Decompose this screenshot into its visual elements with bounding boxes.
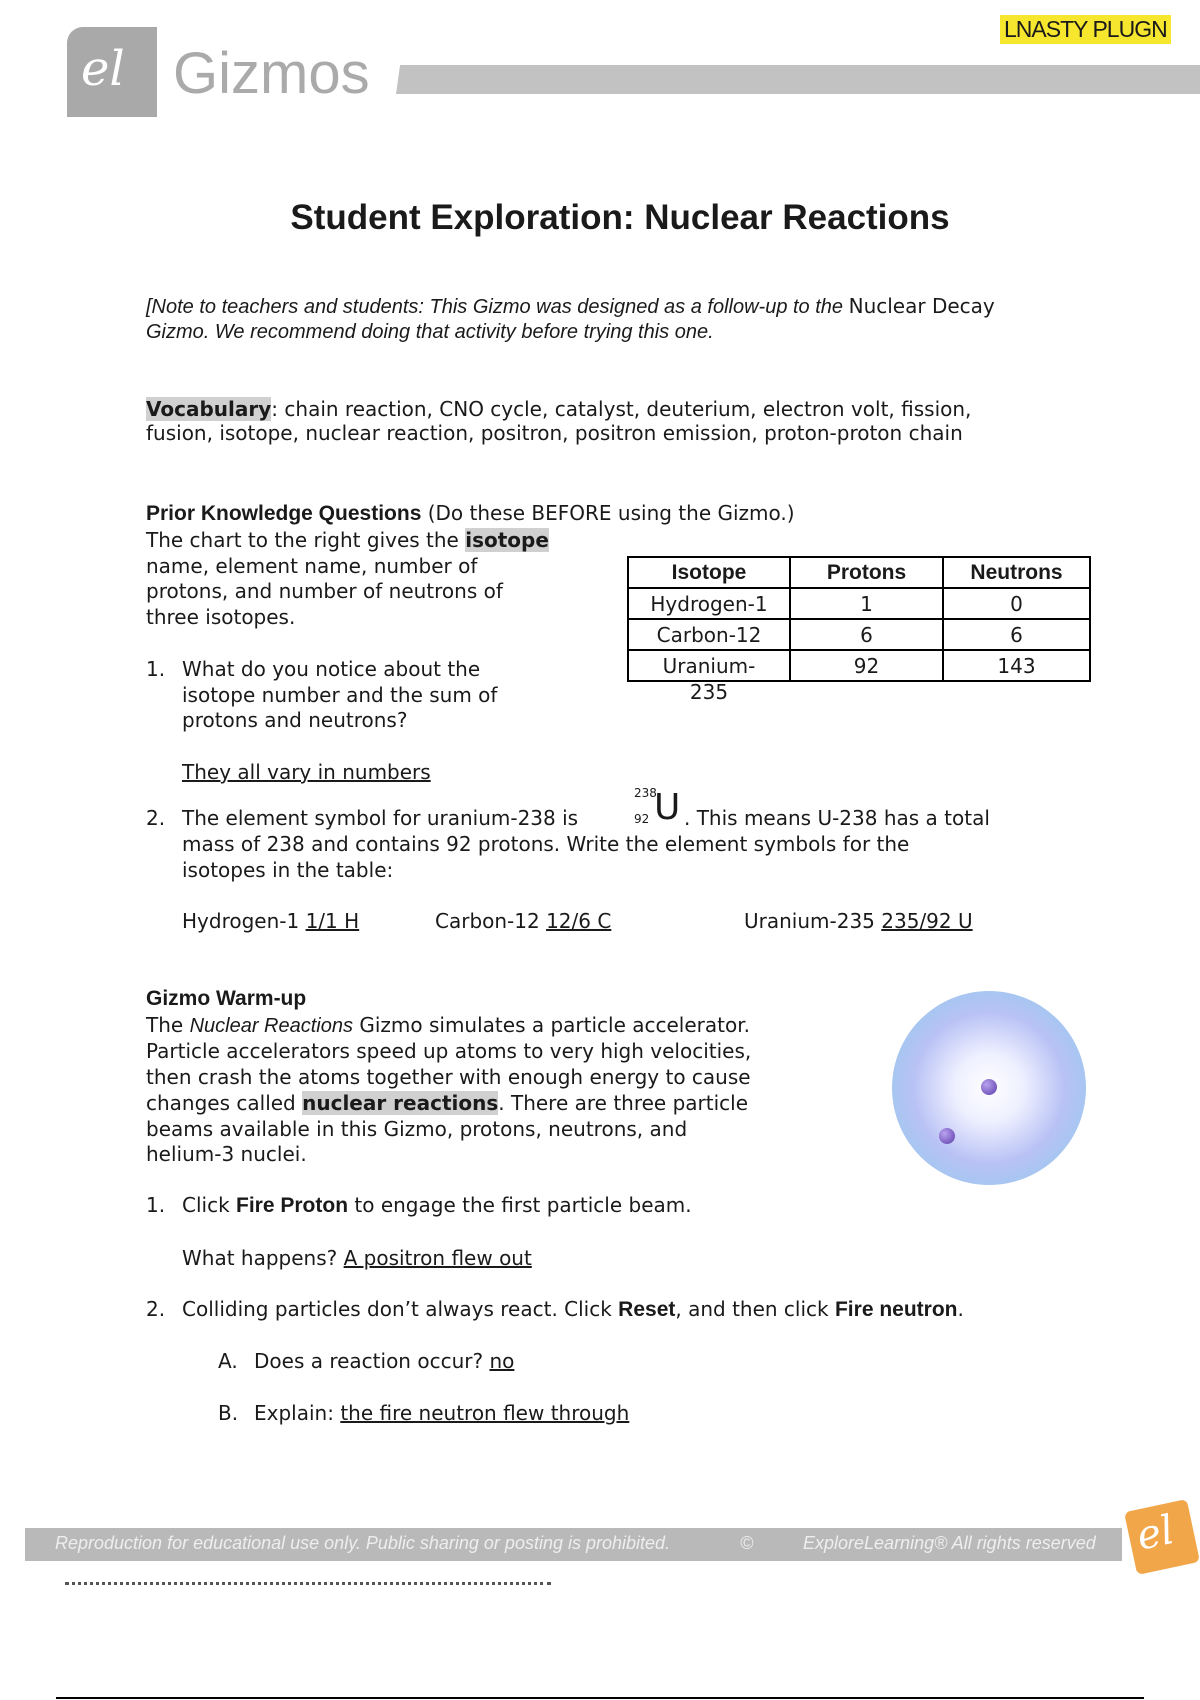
warmup-heading: Gizmo Warm-up <box>146 987 307 1010</box>
answer-carbon <box>435 908 611 934</box>
gizmos-logo <box>67 27 157 117</box>
answer-uranium <box>744 908 973 934</box>
text: Gizmo simulates a particle accelerator. <box>352 1013 750 1037</box>
page-title: Student Exploration: Nuclear Reactions <box>290 198 950 237</box>
q2-text: . This means U-238 has a total <box>684 806 990 830</box>
text: changes called <box>146 1091 303 1115</box>
sub-b-label: B. <box>218 1401 239 1425</box>
particle-dot <box>939 1128 955 1144</box>
header-protons: Protons <box>790 557 943 588</box>
text: Colliding particles don’t always react. Click <box>182 1297 619 1321</box>
logo-glyph: el <box>81 41 125 97</box>
note-text: [Note to teachers and students: This Gizmo was designed as a follow-up to the <box>146 296 849 318</box>
fire-proton-label: Fire Proton <box>236 1194 349 1217</box>
prior-heading-label: Prior Knowledge Questions <box>146 502 422 525</box>
warmup-line: then crash the atoms together with enough energy to cause <box>146 1065 751 1089</box>
cell-neutrons: 0 <box>943 588 1090 619</box>
cell-protons: 6 <box>790 619 943 650</box>
item2-number: 2. <box>146 1297 166 1321</box>
note-gizmo-name: Nuclear Decay <box>848 294 995 318</box>
q1-text: protons and neutrons? <box>182 708 408 732</box>
text: Click <box>182 1193 237 1217</box>
what-happens <box>182 1245 532 1271</box>
note-line-2: Gizmo. We recommend doing that activity before trying this one. <box>146 321 714 343</box>
item2-text <box>182 1296 964 1323</box>
footer-bar <box>25 1528 1122 1561</box>
table-row <box>628 619 1090 650</box>
answer-label: Hydrogen-1 <box>182 909 306 933</box>
fire-neutron-label: Fire neutron <box>834 1298 958 1321</box>
table-row <box>628 588 1090 619</box>
atom-illustration <box>892 991 1086 1185</box>
copyright-symbol: © <box>740 1533 754 1553</box>
atomic-number: 92 <box>634 812 650 826</box>
prior-intro-line <box>146 527 549 553</box>
question-label: What happens? <box>182 1246 344 1270</box>
particle-dot <box>981 1079 997 1095</box>
text: . There are three particle <box>498 1091 749 1115</box>
logo-glyph: el <box>1132 1507 1178 1560</box>
gizmo-name: Nuclear Reactions <box>189 1015 353 1037</box>
intro-highlight: isotope <box>465 528 549 552</box>
answer-value[interactable]: A positron flew out <box>343 1246 532 1270</box>
header-bar <box>396 65 1200 94</box>
answer-label: Uranium-235 <box>744 909 882 933</box>
cell-neutrons: 6 <box>943 619 1090 650</box>
sub-a <box>254 1348 514 1374</box>
q2-text: isotopes in the table: <box>182 858 394 882</box>
sub-a-label: A. <box>218 1349 238 1373</box>
cell-neutrons: 143 <box>943 650 1090 681</box>
answer-value[interactable]: no <box>489 1349 515 1373</box>
brand-name: Gizmos <box>173 41 370 106</box>
illegible-url-line <box>65 1582 551 1588</box>
reset-label: Reset <box>618 1298 676 1321</box>
prior-intro-line: name, element name, number of <box>146 554 478 578</box>
cell-protons: 92 <box>790 650 943 681</box>
answer-value[interactable]: the fire neutron flew through <box>340 1401 630 1425</box>
answer-hydrogen <box>182 908 359 934</box>
mass-number: 238 <box>634 786 657 800</box>
footer-rights: ExploreLearning® All rights reserved <box>803 1533 1096 1553</box>
answer-value[interactable]: 12/6 C <box>546 909 612 933</box>
vocabulary-line-2: fusion, isotope, nuclear reaction, positron, positron emission, proton-proton chain <box>146 421 963 445</box>
sub-b <box>254 1400 629 1426</box>
cell-isotope: Hydrogen-1 <box>628 588 790 619</box>
isotope-table <box>627 556 1091 704</box>
q1-answer[interactable]: They all vary in numbers <box>182 760 431 784</box>
item1-number: 1. <box>146 1193 166 1217</box>
footer-notice: Reproduction for educational use only. Public sharing or posting is prohibited. <box>55 1533 671 1553</box>
intro-text: The chart to the right gives the <box>146 528 466 552</box>
cell-isotope: Carbon-12 <box>628 619 790 650</box>
prior-heading-note: (Do these BEFORE using the Gizmo.) <box>421 501 795 525</box>
table-row <box>628 650 1090 681</box>
header-isotope: Isotope <box>628 557 790 588</box>
vocabulary-line-1 <box>146 396 971 422</box>
text: . <box>957 1297 964 1321</box>
prior-heading <box>146 500 795 527</box>
warmup-line: Particle accelerators speed up atoms to very high velocities, <box>146 1039 752 1063</box>
page-bottom-rule <box>56 1697 1144 1699</box>
prior-intro-line: protons, and number of neutrons of <box>146 579 503 603</box>
explorelearning-logo <box>1124 1499 1200 1575</box>
q1-text: isotope number and the sum of <box>182 683 498 707</box>
note-line-1 <box>146 293 995 320</box>
header-neutrons: Neutrons <box>943 557 1090 588</box>
question-text: Does a reaction occur? <box>254 1349 490 1373</box>
q1-text: What do you notice about the <box>182 657 481 681</box>
answer-value[interactable]: 1/1 H <box>305 909 360 933</box>
answer-value[interactable]: 235/92 U <box>881 909 973 933</box>
question-text: Explain: <box>254 1401 341 1425</box>
vocabulary-terms: : chain reaction, CNO cycle, catalyst, deuterium, electron volt, fission, <box>271 397 972 421</box>
watermark-label: LNASTY PLUGN <box>1000 15 1171 44</box>
cell-protons: 1 <box>790 588 943 619</box>
text: , and then click <box>675 1297 835 1321</box>
table-header-row <box>628 557 1090 588</box>
cell-isotope-text: Uranium-235 <box>662 654 756 704</box>
answer-label: Carbon-12 <box>435 909 547 933</box>
q1-number: 1. <box>146 657 166 681</box>
q2-text: The element symbol for uranium-238 is <box>182 806 579 830</box>
prior-intro-line: three isotopes. <box>146 605 296 629</box>
element-symbol: U <box>654 787 681 828</box>
warmup-line <box>146 1012 750 1039</box>
warmup-line: beams available in this Gizmo, protons, neutrons, and <box>146 1117 688 1141</box>
highlight-term: nuclear reactions <box>302 1091 499 1115</box>
uranium-238-symbol <box>628 786 684 832</box>
cell-isotope <box>628 650 790 704</box>
q2-text: mass of 238 and contains 92 protons. Write the element symbols for the <box>182 832 910 856</box>
text: to engage the first particle beam. <box>348 1193 692 1217</box>
item1-text <box>182 1192 692 1219</box>
warmup-line <box>146 1090 748 1116</box>
q2-number: 2. <box>146 806 166 830</box>
warmup-line: helium-3 nuclei. <box>146 1142 307 1166</box>
vocabulary-label: Vocabulary <box>146 397 272 421</box>
text: The <box>146 1013 190 1037</box>
